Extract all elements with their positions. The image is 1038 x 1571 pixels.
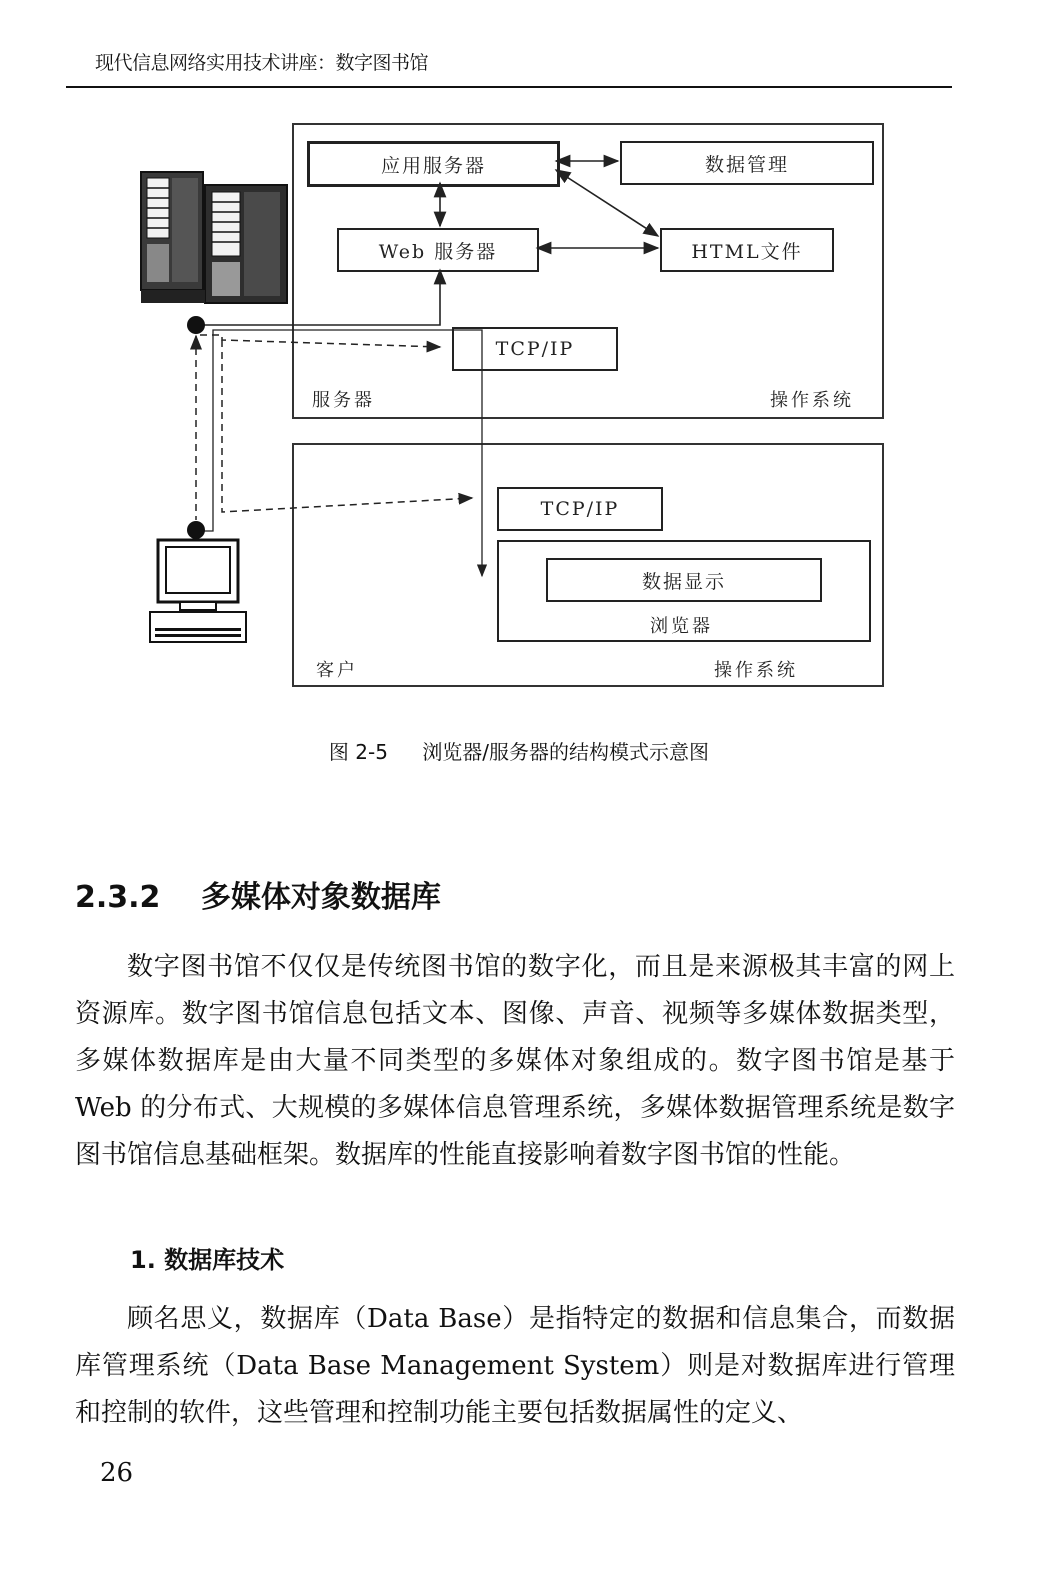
client-os-label: 操作系统: [714, 660, 798, 681]
server-tower-icon: [141, 172, 287, 303]
page-number: 26: [100, 1458, 134, 1488]
body-paragraph-2-block: [75, 1296, 955, 1437]
app-server-box: 应用服务器: [307, 141, 560, 187]
server-os-label: 操作系统: [770, 390, 854, 411]
body-paragraph: 数字图书馆不仅仅是传统图书馆的数字化，而且是来源极其丰富的网上资源库。数字图书馆信息包括文本、图像、声音、视频等多媒体数据类型，多媒体数据库是由大量不同类型的多媒体对象组成的。数字图书馆是基于 Web 的分布式、大规模的多媒体信息管理系统，多媒体数据管理系统是数字图书馆信息基础框架。数据库的性能直接影响着数字图书馆的性能。: [75, 952, 955, 1170]
client-computer-icon: [150, 540, 246, 642]
figure-caption: [0, 736, 1038, 765]
section-heading: [75, 872, 441, 916]
data-management-box: 数据管理: [620, 141, 874, 185]
subsection-heading: 1. 数据库技术: [130, 1246, 285, 1274]
web-server-box: Web 服务器: [337, 228, 539, 272]
running-header: 现代信息网络实用技术讲座：数字图书馆: [95, 52, 429, 74]
figure-diagram: [0, 0, 1038, 700]
server-zone-label: 服务器: [312, 390, 375, 411]
html-files-box: HTML文件: [660, 228, 834, 272]
diagram-connectors: [0, 0, 1038, 700]
server-tcpip-box: TCP/IP: [452, 327, 618, 371]
browser-label: 浏览器: [650, 616, 713, 637]
client-zone-label: 客户: [316, 660, 358, 681]
figure-caption-text: 浏览器/服务器的结构模式示意图: [422, 740, 710, 764]
body-paragraph: 顾名思义，数据库（Data Base）是指特定的数据和信息集合，而数据库管理系统（Data Base Management System）则是对数据库进行管理和控制的软件，这些管理和控制功能主要包括数据属性的定义、: [75, 1304, 955, 1428]
body-paragraph-1-block: [75, 944, 955, 1179]
client-tcpip-box: TCP/IP: [497, 487, 663, 531]
section-number: 2.3.2: [75, 880, 161, 915]
data-display-box: 数据显示: [546, 558, 822, 602]
figure-number: 图 2-5: [328, 740, 388, 764]
section-title: 多媒体对象数据库: [200, 880, 441, 915]
